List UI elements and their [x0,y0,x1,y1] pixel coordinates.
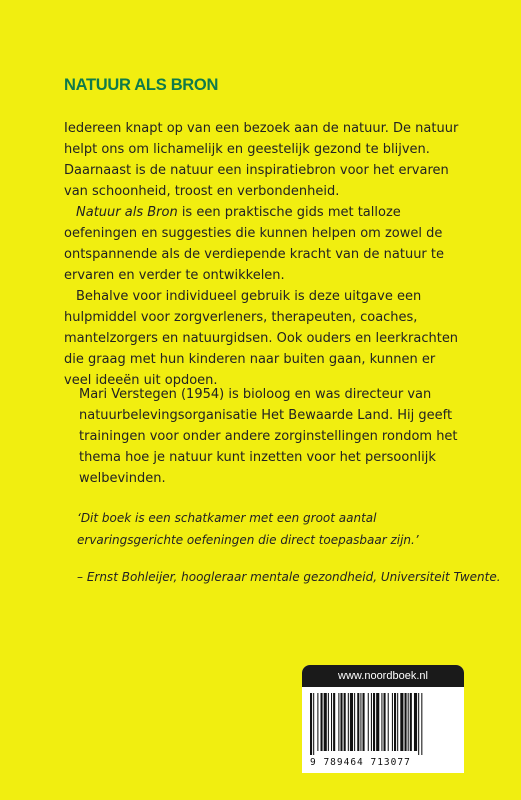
barcode-bar [350,693,353,751]
barcode-bar [414,693,417,751]
blurb-paragraph-2-text: is een praktische gids met talloze oefeningen en suggesties die kunnen helpen om zowel de ontspannende als de verdiepende kracht van de natuur te ervaren en verder te ontwikkelen. [64,205,445,283]
barcode-bar [348,693,349,751]
barcode-bar [360,693,361,751]
barcode-bar [392,693,393,751]
barcode-bar [313,693,314,755]
barcode-bar [354,693,355,751]
barcode-bar [338,693,339,751]
book-title: NATUUR ALS BRON [64,76,219,94]
barcode-bar [340,693,342,751]
barcode-bar [371,693,372,751]
barcode-bar [376,693,379,751]
barcode-bar [394,693,396,751]
barcode-bar [333,693,335,751]
review-quote: ‘Dit boek is een schatkamer met een groot aantal ervaringsgerichte oefeningen die direct toepasbaar zijn.’ [77,511,419,547]
blurb-paragraph-3: Behalve voor individueel gebruik is deze uitgave een hulpmiddel voor zorgverleners, therapeuten, coaches, mantelzorgers en natuurgidsen. Ook ouders en leerkrachten die graag met hun kinderen naar buiten gaan, kunnen er veel ideeën uit opdoen. [64,289,459,388]
barcode-bar [357,693,359,751]
quote-attribution: – Ernst Bohleijer, hoogleraar mentale gezondheid, Universiteit Twente. [77,570,501,584]
barcode-bar [408,693,409,751]
publisher-website: www.noordboek.nl [302,665,464,687]
barcode-bar [344,693,346,751]
barcode-bar [373,693,375,751]
barcode-bar [400,693,403,751]
blurb-title-italic: Natuur als Bron [76,205,178,220]
barcode-bar [418,693,419,755]
barcode-bar [321,693,323,751]
barcode-bar [310,693,312,755]
author-bio: Mari Verstegen (1954) is bioloog en was directeur van natuurbelevingsorganisatie Het Bewaarde Land. Hij geeft trainingen voor onder andere zorginstellingen rondom het thema hoe je natuur kunt inzetten voor het persoonlijk welbevinden. [79,387,458,486]
blurb-paragraph-2 [64,202,464,286]
barcode-bar [410,693,412,751]
barcode-bar [405,693,407,751]
barcode-bar [328,693,329,751]
isbn-number: 9 789464 713077 [310,757,411,768]
barcode-bar [363,693,365,751]
barcode-bar [381,693,382,751]
blurb [64,118,464,391]
barcode-bar [388,693,389,751]
barcode-label [302,665,464,773]
barcode-bar [324,693,327,751]
barcode-bar [317,693,318,751]
barcode-bar [331,693,332,751]
isbn-barcode [310,693,456,755]
barcode-bar [368,693,369,751]
barcode-bar [421,693,422,755]
barcode-bar [384,693,386,751]
barcode-bar [397,693,398,751]
blurb-paragraph-1: Iedereen knapt op van een bezoek aan de natuur. De natuur helpt ons om lichamelijk en geestelijk gezond te blijven. Daarnaast is de natuur een inspiratiebron voor het ervaren van schoonheid, troost en verbondenheid. [64,121,459,199]
